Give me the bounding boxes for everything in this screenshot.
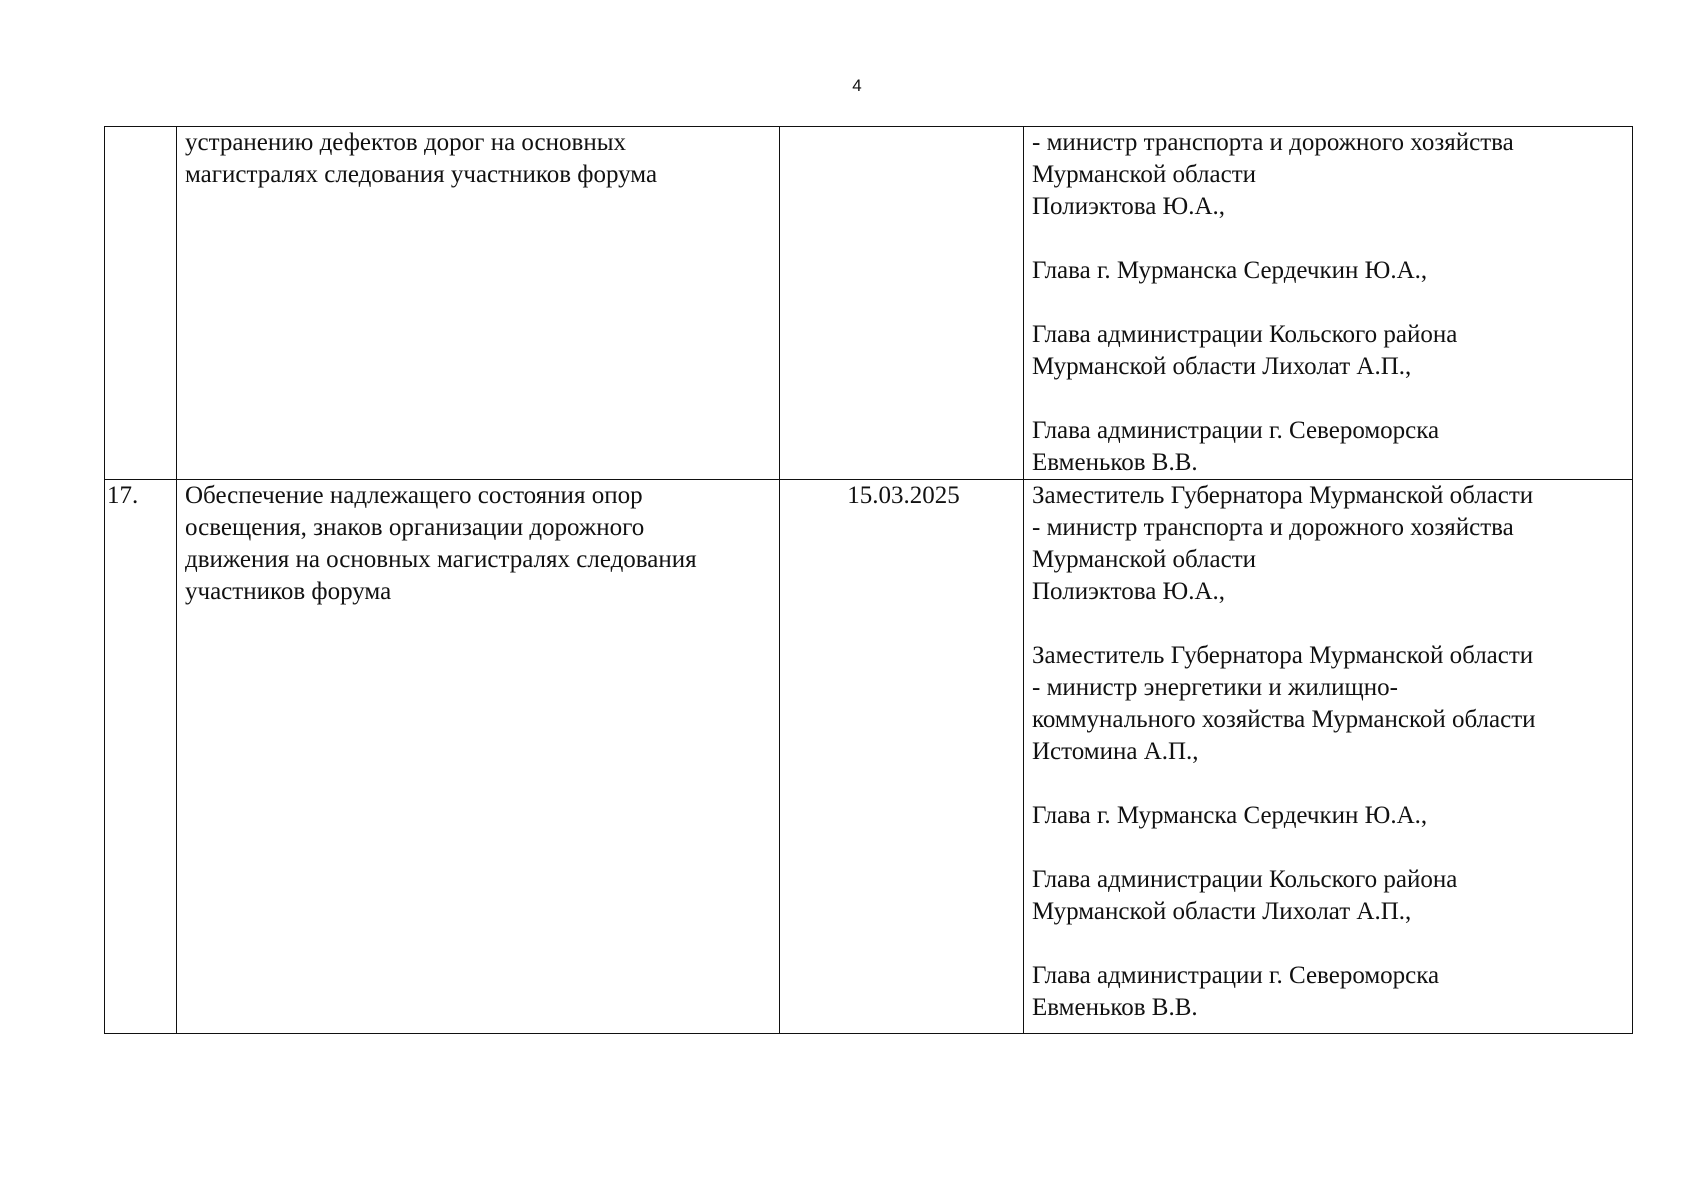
responsible-line: Мурманской области Лихолат А.П., xyxy=(1032,898,1412,925)
task-cell xyxy=(177,127,780,480)
task-line: движения на основных магистралях следования xyxy=(185,546,697,573)
responsible-line: Глава г. Мурманска Сердечкин Ю.А., xyxy=(1032,802,1428,829)
row-number-cell: 17. xyxy=(105,480,177,1034)
table-row xyxy=(105,480,1633,1034)
task-line: участников форума xyxy=(185,578,392,605)
responsible-line: Евменьков В.В. xyxy=(1032,994,1198,1021)
task-line: устранению дефектов дорог на основных xyxy=(185,129,626,156)
event-plan-table xyxy=(104,126,1633,1034)
responsible-line: - министр энергетики и жилищно- xyxy=(1032,674,1399,701)
task-line: освещения, знаков организации дорожного xyxy=(185,514,645,541)
responsible-line: Глава администрации Кольского района xyxy=(1032,866,1458,893)
deadline-cell xyxy=(780,127,1024,480)
responsible-line: Мурманской области Лихолат А.П., xyxy=(1032,353,1412,380)
responsible-cell xyxy=(1024,127,1633,480)
responsible-line: Мурманской области xyxy=(1032,161,1257,188)
responsible-line: Заместитель Губернатора Мурманской области xyxy=(1032,482,1534,509)
responsible-line: Полиэктова Ю.А., xyxy=(1032,578,1226,605)
responsible-line: - министр транспорта и дорожного хозяйства xyxy=(1032,129,1514,156)
responsible-line: Глава администрации Кольского района xyxy=(1032,321,1458,348)
responsible-line: Глава г. Мурманска Сердечкин Ю.А., xyxy=(1032,257,1428,284)
responsible-cell xyxy=(1024,480,1633,1034)
task-line: Обеспечение надлежащего состояния опор xyxy=(185,482,643,509)
responsible-line: Глава администрации г. Североморска xyxy=(1032,962,1440,989)
responsible-line: Истомина А.П., xyxy=(1032,738,1199,765)
page-number: 4 xyxy=(852,76,862,95)
table-row xyxy=(105,127,1633,480)
task-line: магистралях следования участников форума xyxy=(185,161,658,188)
responsible-line: Заместитель Губернатора Мурманской области xyxy=(1032,642,1534,669)
responsible-line: Мурманской области xyxy=(1032,546,1257,573)
task-cell xyxy=(177,480,780,1034)
row-number-cell xyxy=(105,127,177,480)
responsible-line: коммунального хозяйства Мурманской области xyxy=(1032,706,1536,733)
deadline-cell: 15.03.2025 xyxy=(780,480,1024,1034)
responsible-line: Евменьков В.В. xyxy=(1032,449,1198,476)
responsible-line: Полиэктова Ю.А., xyxy=(1032,193,1226,220)
responsible-line: Глава администрации г. Североморска xyxy=(1032,417,1440,444)
responsible-line: - министр транспорта и дорожного хозяйства xyxy=(1032,514,1514,541)
